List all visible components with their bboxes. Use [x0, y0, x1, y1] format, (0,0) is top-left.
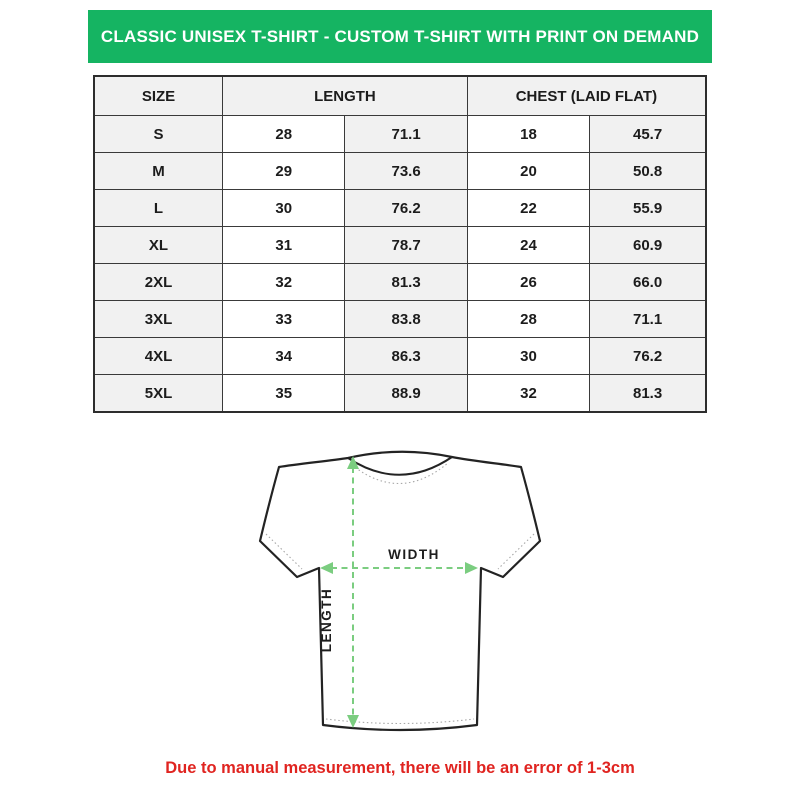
- table-row: [94, 190, 706, 227]
- chest-cm-cell: 50.8: [590, 153, 706, 190]
- length-cm-cell: 81.3: [345, 264, 467, 301]
- chest-cm-cell: 60.9: [590, 227, 706, 264]
- title-banner: [88, 10, 712, 63]
- size-cell: 4XL: [94, 338, 223, 375]
- width-label: WIDTH: [388, 547, 440, 562]
- size-cell: XL: [94, 227, 223, 264]
- header-chest: CHEST (LAID FLAT): [467, 76, 706, 116]
- page-title: CLASSIC UNISEX T-SHIRT - CUSTOM T-SHIRT WITH PRINT ON DEMAND: [100, 26, 700, 46]
- tshirt-diagram: [240, 430, 560, 750]
- header-size: SIZE: [94, 76, 223, 116]
- table-row: [94, 264, 706, 301]
- length-in-cell: 30: [223, 190, 345, 227]
- table-row: [94, 227, 706, 264]
- length-in-cell: 35: [223, 375, 345, 413]
- length-label: LENGTH: [319, 587, 334, 653]
- length-in-cell: 33: [223, 301, 345, 338]
- chest-cm-cell: 45.7: [590, 116, 706, 153]
- length-in-cell: 31: [223, 227, 345, 264]
- chest-in-cell: 30: [467, 338, 589, 375]
- chest-in-cell: 32: [467, 375, 589, 413]
- length-cm-cell: 76.2: [345, 190, 467, 227]
- chest-in-cell: 24: [467, 227, 589, 264]
- size-cell: 2XL: [94, 264, 223, 301]
- length-in-cell: 32: [223, 264, 345, 301]
- chest-cm-cell: 66.0: [590, 264, 706, 301]
- tshirt-outline: [260, 452, 540, 730]
- header-length: LENGTH: [223, 76, 468, 116]
- size-chart-table: [93, 75, 707, 413]
- chest-in-cell: 18: [467, 116, 589, 153]
- size-cell: L: [94, 190, 223, 227]
- table-row: [94, 301, 706, 338]
- length-cm-cell: 83.8: [345, 301, 467, 338]
- length-in-cell: 34: [223, 338, 345, 375]
- table-row: [94, 375, 706, 413]
- table-row: [94, 338, 706, 375]
- size-cell: M: [94, 153, 223, 190]
- length-cm-cell: 78.7: [345, 227, 467, 264]
- chest-cm-cell: 76.2: [590, 338, 706, 375]
- chest-in-cell: 26: [467, 264, 589, 301]
- table-header-row: [94, 76, 706, 116]
- size-cell: S: [94, 116, 223, 153]
- size-cell: 5XL: [94, 375, 223, 413]
- length-in-cell: 28: [223, 116, 345, 153]
- size-cell: 3XL: [94, 301, 223, 338]
- table-row: [94, 153, 706, 190]
- chest-in-cell: 20: [467, 153, 589, 190]
- measurement-note: Due to manual measurement, there will be an error of 1-3cm: [165, 759, 635, 777]
- chest-cm-cell: 81.3: [590, 375, 706, 413]
- chest-in-cell: 22: [467, 190, 589, 227]
- chest-cm-cell: 55.9: [590, 190, 706, 227]
- table-row: [94, 116, 706, 153]
- length-cm-cell: 71.1: [345, 116, 467, 153]
- length-cm-cell: 86.3: [345, 338, 467, 375]
- chest-in-cell: 28: [467, 301, 589, 338]
- length-cm-cell: 88.9: [345, 375, 467, 413]
- length-in-cell: 29: [223, 153, 345, 190]
- length-cm-cell: 73.6: [345, 153, 467, 190]
- chest-cm-cell: 71.1: [590, 301, 706, 338]
